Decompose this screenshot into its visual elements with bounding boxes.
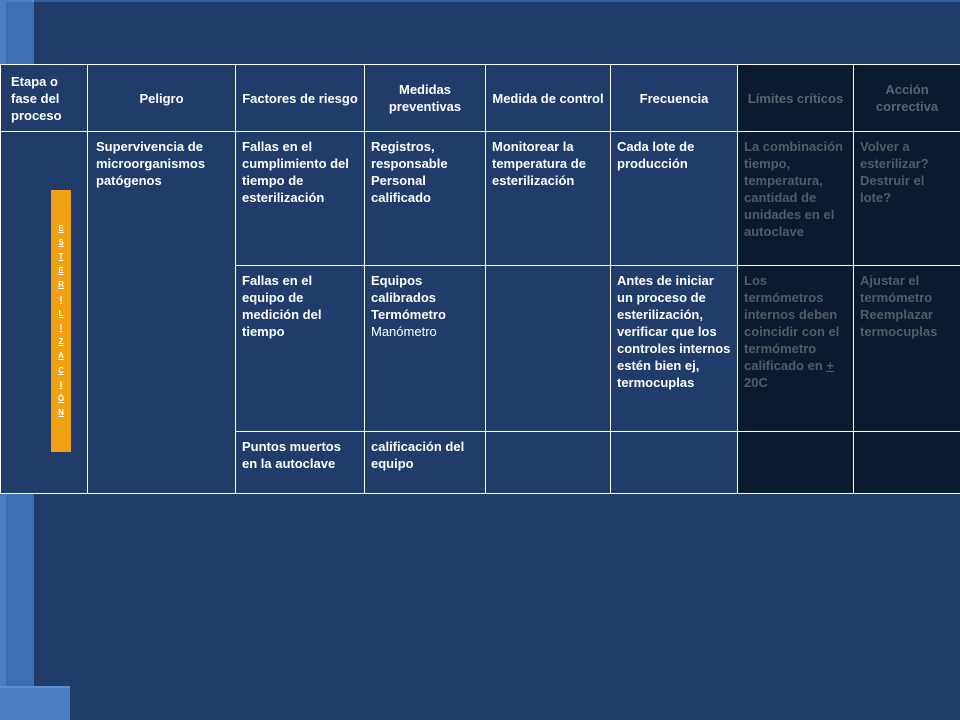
stage-letter: I: [59, 379, 63, 389]
stage-letter: S: [58, 237, 64, 247]
preventive-text-bold: Equipos calibrados Termómetro: [371, 273, 446, 322]
plus-sign: +: [826, 358, 834, 373]
hazard-cell: Supervivencia de microorganismos patógenos: [88, 132, 236, 494]
stage-cell: [1, 132, 88, 494]
stage-badge-sterilization: [51, 190, 71, 452]
frame-top-bar: [0, 0, 960, 2]
preventive-text-normal: Manómetro: [371, 324, 437, 339]
stage-letter: E: [58, 223, 64, 233]
critical-limits-cell: La combinación tiempo, temperatura, cantidad de unidades en el autoclave: [738, 132, 854, 266]
frequency-cell: Cada lote de producción: [611, 132, 738, 266]
critical-limits-cell: [738, 432, 854, 494]
critical-limits-text: Los termómetros internos deben coincidir con el termómetro calificado en: [744, 273, 840, 373]
control-cell: Monitorear la temperatura de esterilización: [486, 132, 611, 266]
preventive-cell: [365, 266, 486, 432]
control-cell: [486, 266, 611, 432]
header-corrective-action: Acción correctiva: [854, 65, 960, 132]
stage-letter: I: [59, 323, 63, 332]
header-row: [1, 65, 960, 132]
header-preventive-measures: Medidas preventivas: [365, 65, 486, 132]
preventive-cell: calificación del equipo: [365, 432, 486, 494]
risk-factor-cell: Fallas en el equipo de medición del tiempo: [236, 266, 365, 432]
corrective-action-cell: Ajustar el termómetro Reemplazar termocuplas: [854, 266, 960, 432]
stage-letter: R: [58, 280, 64, 290]
stage-letter: N: [58, 408, 64, 418]
stage-letter: T: [58, 251, 64, 261]
stage-letter: E: [58, 266, 64, 276]
frequency-cell: Antes de iniciar un proceso de esterilización, verificar que los controles internos estén bien ej, termocuplas: [611, 266, 738, 432]
frequency-cell: [611, 432, 738, 494]
critical-limits-cell: [738, 266, 854, 432]
header-frequency: Frecuencia: [611, 65, 738, 132]
header-stage: Etapa o fase del proceso: [1, 65, 88, 132]
stage-letter: C: [58, 365, 64, 375]
corrective-action-cell: [854, 432, 960, 494]
header-critical-limits: Límites críticos: [738, 65, 854, 132]
table-row: [1, 132, 960, 266]
risk-factor-cell: Puntos muertos en la autoclave: [236, 432, 365, 494]
haccp-table: [0, 64, 960, 494]
corrective-action-cell: Volver a esterilizar? Destruir el lote?: [854, 132, 960, 266]
stage-letter: I: [59, 294, 63, 304]
header-hazard: Peligro: [88, 65, 236, 132]
header-risk-factors: Factores de riesgo: [236, 65, 365, 132]
stage-letter: A: [58, 351, 64, 361]
stage-letter: Z: [58, 337, 64, 347]
risk-factor-cell: Fallas en el cumplimiento del tiempo de esterilización: [236, 132, 365, 266]
header-control-measure: Medida de control: [486, 65, 611, 132]
stage-letter: Ó: [57, 394, 65, 404]
stage-letter: L: [58, 308, 64, 318]
control-cell: [486, 432, 611, 494]
critical-limits-value: 20C: [744, 375, 768, 390]
frame-foot-block: [0, 686, 70, 720]
preventive-cell: Registros, responsable Personal calificado: [365, 132, 486, 266]
